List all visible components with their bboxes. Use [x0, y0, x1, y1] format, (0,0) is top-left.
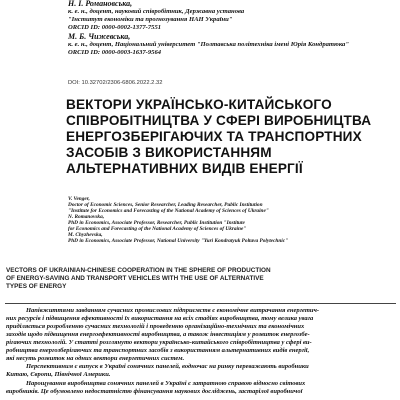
- abstract-top-rule: [5, 303, 396, 304]
- abstract-line: які несуть розвиток на одних вектори енергетичних систем.: [6, 355, 185, 362]
- author-affiliation: к. е. н., доцент, Національний університет "Полтавська політехніка імені Юрія Кондратюка": [68, 41, 349, 48]
- article-title-en-line: OF ENERGY-SAVING AND TRANSPORT VEHICLES WITH THE USE OF ALTERNATIVE: [6, 275, 264, 282]
- article-title-line: ЗАСОБІВ З ВИКОРИСТАННЯМ: [66, 145, 272, 160]
- abstract-line: Нарощування виробництва сонячних панелей в Україні є затратною справою відносно світових: [26, 380, 306, 387]
- author-name-en: V. Venger,: [68, 196, 90, 202]
- author-name: М. Б. Чижевська,: [68, 32, 131, 41]
- abstract-line: робництва енергозберігаючих та транспортних засобів з використанням альтернативних видів енергії,: [6, 347, 310, 354]
- author-orcid: ORCID ID: 0000-0003-1637-9564: [68, 49, 162, 56]
- article-title-line: ВЕКТОРИ УКРАЇНСЬКО-КИТАЙСЬКОГО: [66, 97, 332, 112]
- abstract-line: Напівжиттями завданням сучасних промислових підприємств є економічне витрачання енергетич-: [26, 307, 320, 314]
- author-affiliation-en: "Institute for Economics and Forecasting of the National Academy of Sciences of Ukraine": [68, 208, 269, 214]
- author-affiliation-en: PhD in Economics, Associate Professor, National University "Yuri Kondratyuk Poltava Polytechnic": [68, 238, 289, 244]
- author-affiliation-en: for Economics and Forecasting of the National Academy of Sciences of Ukraine": [68, 226, 247, 232]
- author-affiliation-en: Doctor of Economic Sciences, Senior Researcher, Leading Researcher, Public Institution: [68, 202, 263, 208]
- author-affiliation: "Інститут економіки та прогнозування НАН України": [68, 16, 233, 23]
- abstract-line: рігаючих технологій. У статті розглянуто вектори українсько-китайського співробітництва у сфері ви-: [6, 339, 312, 346]
- author-affiliation: к. е. н., доцент, науковий співробітник, Державна установа: [68, 8, 245, 15]
- abstract-line: виробників. Це обумовлено недостатністю фінансування наукових досліджень, застарілої виробничої: [6, 388, 303, 395]
- abstract-line: заходів щодо підвищення енергоефективності виробництва, а також інвестиціям у розвиток енергозбе-: [6, 331, 310, 338]
- doi: DOI: 10.32702/2306-6806.2022.2.32: [68, 80, 163, 86]
- author-name-en: N. Romanovska,: [68, 214, 105, 220]
- abstract-line: Перспективним є випуск в Україні сонячних панелей, водночас на ринку переважають виробники: [26, 363, 309, 370]
- author-orcid: ORCID ID: 0000-0002-1377-7551: [68, 24, 162, 31]
- article-title-line: АЛЬТЕРНАТИВНИХ ВИДІВ ЕНЕРГІЇ: [66, 161, 303, 176]
- article-title-en-line: VECTORS OF UKRAINIAN-CHINESE COOPERATION IN THE SPHERE OF PRODUCTION: [6, 267, 271, 274]
- author-name: Н. І. Романовська,: [68, 0, 133, 8]
- abstract-line: приділяється розробленню сучасних технологій і проведенню організаційно-технічних та економічних: [6, 323, 305, 330]
- abstract-line: них ресурсів і підвищення ефективності їх використання на всіх стадіях виробництва, тому велика увага: [6, 315, 314, 322]
- abstract-line: Китаю, Європи, Північної Америки.: [6, 371, 111, 378]
- article-title-line: СПІВРОБІТНИЦТВА У СФЕРІ ВИРОБНИЦТВА: [66, 113, 372, 128]
- author-affiliation-en: PhD in Economics, Associate Professor, Researcher, Public Institution "Institute: [68, 220, 245, 226]
- author-name-en: M. Chyzhevska,: [68, 232, 103, 238]
- article-title-line: ЕНЕРГОЗБЕРІГАЮЧИХ ТА ТРАНСПОРТНИХ: [66, 129, 362, 144]
- article-title-en-line: TYPES OF ENERGY: [6, 283, 67, 290]
